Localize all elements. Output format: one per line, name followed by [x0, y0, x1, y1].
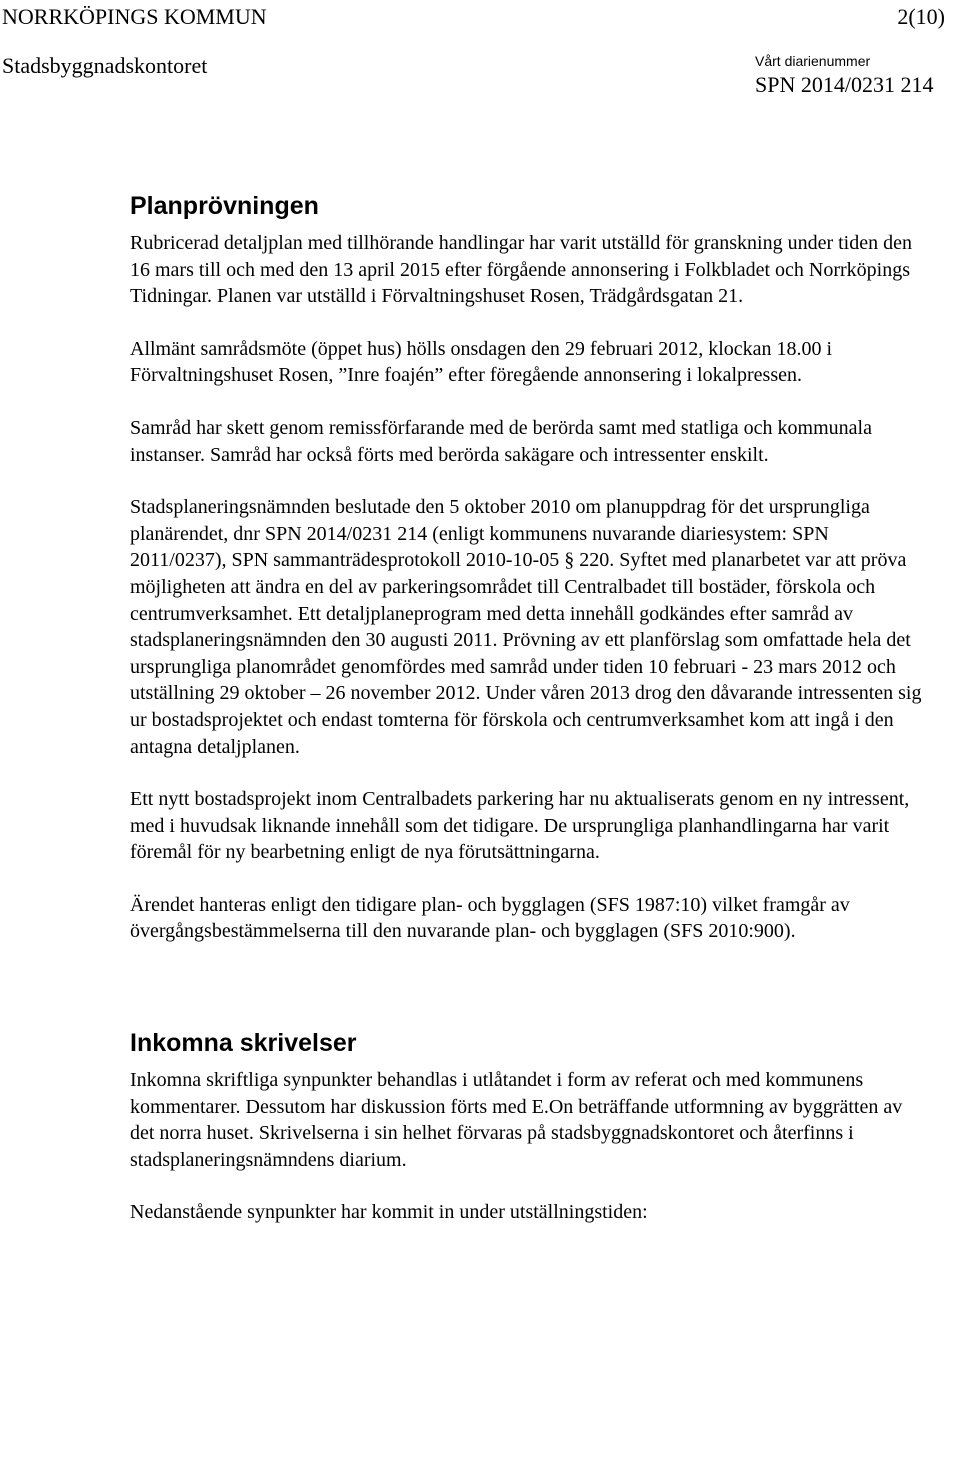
paragraph: Stadsplaneringsnämnden beslutade den 5 oktober 2010 om planuppdrag för det ursprungliga planärendet, dnr SPN 2014/0231 214 (enligt kommunens nuvarande diariesystem: SPN 2011/0237), SPN sammanträdesprotokoll 2010-10-05 § 220. Syftet med planarbetet var att pröva möjligheten att ändra en del av parkeringsområdet till Centralbadet till bostäder, förskola och centrumverksamhet. Ett detaljplaneprogram med detta innehåll godkändes efter samråd av stadsplaneringsnämnden den 30 augusti 2011. Prövning av ett planförslag som omfattade hela det ursprungliga planområdet genomfördes med samråd under tiden 10 februari - 23 mars 2012 och utställning 29 oktober – 26 november 2012. Under våren 2013 drog den dåvarande intressenten sig ur bostadsprojektet och endast tomterna för förskola och centrumverksamhet kom att ingå i den antagna detaljplanen. — [130, 496, 922, 758]
reference-label: Vårt diarienummer — [755, 53, 871, 69]
paragraph: Ett nytt bostadsprojekt inom Centralbadets parkering har nu aktualiserats genom en ny intressent, med i huvudsak liknande innehåll som det tidigare. De ursprungliga planhandlingarna har varit föremål för ny bearbetning enligt de nya förutsättningarna. — [130, 788, 910, 864]
office-name: Stadsbyggnadskontoret — [2, 53, 208, 78]
paragraph: Inkomna skriftliga synpunkter behandlas i utlåtandet i form av referat och med kommunens kommentarer. Dessutom har diskussion förts med E.On beträffande utformning av byggrätten av det norra huset. Skrivelserna i sin helhet förvaras på stadsbyggnadskontoret och återfinns i stadsplaneringsnämndens diarium. — [130, 1069, 903, 1171]
section-heading-inkomna-skrivelser: Inkomna skrivelser — [130, 1029, 357, 1058]
paragraph: Nedanstående synpunkter har kommit in under utställningstiden: — [130, 1201, 648, 1224]
document-body — [130, 190, 930, 1226]
paragraph: Allmänt samrådsmöte (öppet hus) hölls onsdagen den 29 februari 2012, klockan 18.00 i Förvaltningshuset Rosen, ”Inre foajén” efter föregående annonsering i lokalpressen. — [130, 337, 833, 387]
section-heading-planprovningen: Planprövningen — [130, 192, 319, 220]
paragraph: Samråd har skett genom remissförfarande med de berörda samt med statliga och kommunala instanser. Samråd har också förts med berörda sakägare och intressenter enskilt. — [130, 416, 872, 466]
organization-name: NORRKÖPINGS KOMMUN — [2, 4, 267, 29]
page-number: 2(10) — [897, 4, 945, 29]
paragraph: Rubricerad detaljplan med tillhörande handlingar har varit utställd för granskning under tiden den 16 mars till och med den 13 april 2015 efter förgående annonsering i Folkbladet och Norrköpings Tidningar. Planen var utställd i Förvaltningshuset Rosen, Trädgårdsgatan 21. — [130, 232, 912, 308]
reference-number: SPN 2014/0231 214 — [755, 72, 934, 97]
paragraph: Ärendet hanteras enligt den tidigare plan- och bygglagen (SFS 1987:10) vilket framgår av övergångsbestämmelserna till den nuvarande plan- och bygglagen (SFS 2010:900). — [130, 893, 850, 943]
